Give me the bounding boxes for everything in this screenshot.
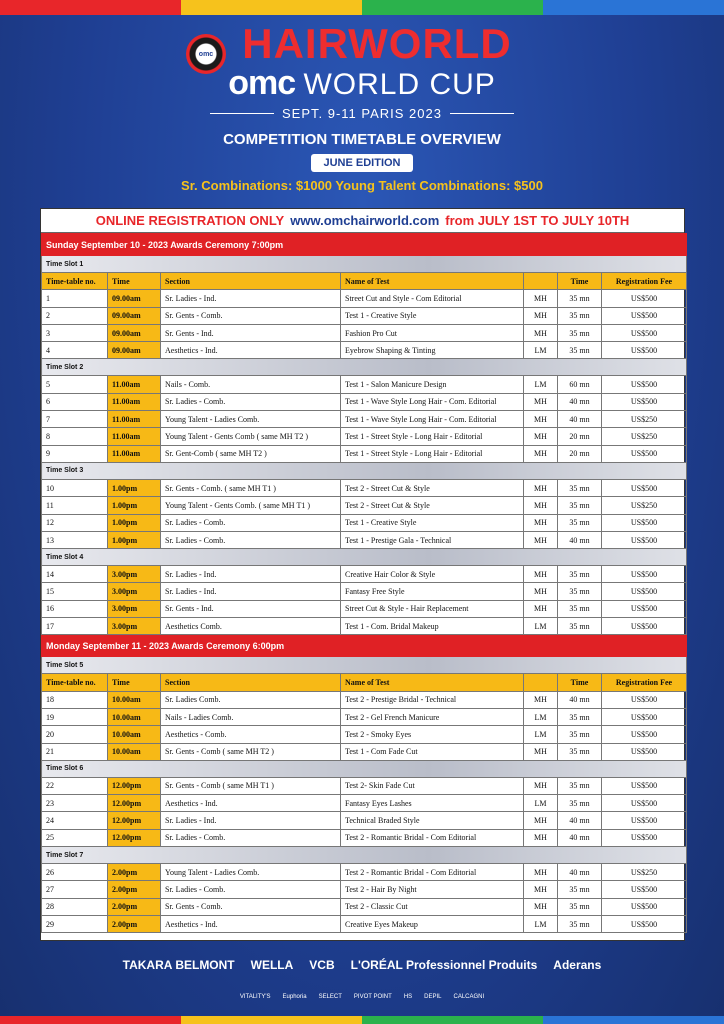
sponsor-logo-small: Euphoria <box>282 994 307 1000</box>
column-header: Time-table no. <box>42 273 108 290</box>
test-name-cell: Fantasy Free Style <box>341 583 524 600</box>
timetable-no: 2 <box>42 307 108 324</box>
test-name-cell: Test 1 - Creative Style <box>341 514 524 531</box>
test-name-cell: Test 2- Skin Fade Cut <box>341 777 524 794</box>
table-row <box>42 497 687 514</box>
fee-cell: US$500 <box>602 566 687 583</box>
mh-lm-cell: MH <box>524 898 558 915</box>
mh-lm-cell: MH <box>524 691 558 708</box>
timetable-no: 3 <box>42 324 108 341</box>
table-row <box>42 531 687 548</box>
test-name-cell: Test 2 - Prestige Bridal - Technical <box>341 691 524 708</box>
section-cell: Sr. Ladies - Ind. <box>161 566 341 583</box>
duration-cell: 35 mn <box>558 307 602 324</box>
test-name-cell: Test 1 - Com Fade Cut <box>341 743 524 760</box>
test-name-cell: Creative Eyes Makeup <box>341 915 524 932</box>
section-cell: Sr. Gents - Ind. <box>161 600 341 617</box>
fee-cell: US$500 <box>602 618 687 635</box>
fee-cell: US$500 <box>602 915 687 932</box>
column-header: Time <box>108 674 161 691</box>
table-row <box>42 342 687 359</box>
duration-cell: 35 mn <box>558 479 602 496</box>
timetable-no: 21 <box>42 743 108 760</box>
fee-cell: US$500 <box>602 829 687 846</box>
brand-title: HAIRWORLD <box>242 20 512 67</box>
duration-cell: 40 mn <box>558 411 602 428</box>
fee-cell: US$500 <box>602 479 687 496</box>
sponsor-logo-small: PIVOT POINT <box>353 994 392 1000</box>
table-row <box>42 583 687 600</box>
mh-lm-cell: MH <box>524 743 558 760</box>
time-slot-label: Time Slot 4 <box>42 549 687 566</box>
table-row <box>42 864 687 881</box>
duration-cell: 40 mn <box>558 829 602 846</box>
mh-lm-cell: MH <box>524 777 558 794</box>
timetable-no: 4 <box>42 342 108 359</box>
timetable-no: 27 <box>42 881 108 898</box>
time-cell: 12.00pm <box>108 812 161 829</box>
table-row <box>42 829 687 846</box>
sponsor-logo: Aderans <box>553 958 602 972</box>
time-cell: 11.00am <box>108 393 161 410</box>
mh-lm-cell: LM <box>524 342 558 359</box>
registration-prefix: ONLINE REGISTRATION ONLY <box>95 213 285 228</box>
test-name-cell: Fashion Pro Cut <box>341 324 524 341</box>
test-name-cell: Street Cut & Style - Hair Replacement <box>341 600 524 617</box>
duration-cell: 35 mn <box>558 324 602 341</box>
mh-lm-cell: MH <box>524 445 558 462</box>
table-row <box>42 514 687 531</box>
column-header: Name of Test <box>341 273 524 290</box>
fee-cell: US$500 <box>602 376 687 393</box>
column-header-row <box>42 273 687 290</box>
timetable-panel <box>40 208 685 941</box>
time-cell: 1.00pm <box>108 531 161 548</box>
fee-cell: US$500 <box>602 812 687 829</box>
combination-prices: Sr. Combinations: $1000 Young Talent Combinations: $500 <box>181 178 543 193</box>
sponsor-logo-small: CALCAGNI <box>453 994 485 1000</box>
duration-cell: 40 mn <box>558 393 602 410</box>
fee-cell: US$500 <box>602 445 687 462</box>
mh-lm-cell: MH <box>524 829 558 846</box>
column-header <box>524 674 558 691</box>
time-cell: 09.00am <box>108 307 161 324</box>
test-name-cell: Test 2 - Gel French Manicure <box>341 708 524 725</box>
day-title: Monday September 11 - 2023 Awards Ceremony 6:00pm <box>42 635 687 657</box>
day-header-row <box>42 635 687 657</box>
timetable-no: 1 <box>42 290 108 307</box>
table-row <box>42 812 687 829</box>
table-row <box>42 691 687 708</box>
column-header: Name of Test <box>341 674 524 691</box>
timetable-no: 10 <box>42 479 108 496</box>
section-cell: Aesthetics - Ind. <box>161 915 341 932</box>
fee-cell: US$500 <box>602 795 687 812</box>
section-cell: Sr. Gents - Comb ( same MH T1 ) <box>161 777 341 794</box>
test-name-cell: Test 1 - Com. Bridal Makeup <box>341 618 524 635</box>
section-cell: Young Talent - Gents Comb ( same MH T2 ) <box>161 428 341 445</box>
section-cell: Sr. Ladies - Ind. <box>161 583 341 600</box>
timetable-no: 6 <box>42 393 108 410</box>
time-cell: 09.00am <box>108 342 161 359</box>
sponsor-logo: VCB <box>309 958 335 972</box>
duration-cell: 35 mn <box>558 795 602 812</box>
time-slot-label: Time Slot 3 <box>42 462 687 479</box>
sponsor-logo: WELLA <box>250 958 294 972</box>
duration-cell: 35 mn <box>558 743 602 760</box>
section-cell: Young Talent - Gents Comb. ( same MH T1 ) <box>161 497 341 514</box>
time-cell: 11.00am <box>108 445 161 462</box>
time-cell: 2.00pm <box>108 881 161 898</box>
registration-dates: from JULY 1ST TO JULY 10TH <box>445 213 630 228</box>
table-row <box>42 881 687 898</box>
table-row <box>42 600 687 617</box>
time-cell: 11.00am <box>108 376 161 393</box>
fee-cell: US$500 <box>602 342 687 359</box>
duration-cell: 35 mn <box>558 898 602 915</box>
time-cell: 10.00am <box>108 708 161 725</box>
time-cell: 12.00pm <box>108 777 161 794</box>
column-header-row <box>42 674 687 691</box>
mh-lm-cell: MH <box>524 393 558 410</box>
table-row <box>42 445 687 462</box>
timetable-no: 25 <box>42 829 108 846</box>
table-row <box>42 708 687 725</box>
table-row <box>42 376 687 393</box>
test-name-cell: Test 2 - Classic Cut <box>341 898 524 915</box>
section-cell: Nails - Comb. <box>161 376 341 393</box>
duration-cell: 35 mn <box>558 497 602 514</box>
fee-cell: US$500 <box>602 531 687 548</box>
table-row <box>42 743 687 760</box>
mh-lm-cell: MH <box>524 531 558 548</box>
time-slot-row <box>42 549 687 566</box>
timetable-no: 9 <box>42 445 108 462</box>
fee-cell: US$500 <box>602 777 687 794</box>
event-dates-text: SEPT. 9-11 PARIS 2023 <box>282 106 442 121</box>
table-row <box>42 795 687 812</box>
test-name-cell: Eyebrow Shaping & Tinting <box>341 342 524 359</box>
section-cell: Sr. Ladies - Comb. <box>161 829 341 846</box>
test-name-cell: Test 1 - Creative Style <box>341 307 524 324</box>
section-cell: Sr. Ladies - Ind. <box>161 290 341 307</box>
duration-cell: 35 mn <box>558 618 602 635</box>
test-name-cell: Test 2 - Romantic Bridal - Com Editorial <box>341 864 524 881</box>
test-name-cell: Test 2 - Romantic Bridal - Com Editorial <box>341 829 524 846</box>
time-slot-row <box>42 462 687 479</box>
time-slot-label: Time Slot 2 <box>42 359 687 376</box>
mh-lm-cell: MH <box>524 812 558 829</box>
fee-cell: US$500 <box>602 726 687 743</box>
fee-cell: US$500 <box>602 691 687 708</box>
timetable-no: 12 <box>42 514 108 531</box>
column-header: Section <box>161 273 341 290</box>
column-header: Time <box>558 674 602 691</box>
registration-url[interactable]: www.omchairworld.com <box>290 213 440 228</box>
time-cell: 11.00am <box>108 411 161 428</box>
test-name-cell: Test 1 - Wave Style Long Hair - Com. Editorial <box>341 393 524 410</box>
mh-lm-cell: MH <box>524 566 558 583</box>
mh-lm-cell: MH <box>524 583 558 600</box>
mh-lm-cell: MH <box>524 307 558 324</box>
timetable-no: 16 <box>42 600 108 617</box>
fee-cell: US$500 <box>602 307 687 324</box>
table-row <box>42 726 687 743</box>
page-header <box>0 22 724 193</box>
duration-cell: 35 mn <box>558 881 602 898</box>
mh-lm-cell: LM <box>524 915 558 932</box>
section-cell: Sr. Ladies Comb. <box>161 691 341 708</box>
bottom-color-stripes <box>0 1016 724 1024</box>
time-slot-label: Time Slot 1 <box>42 256 687 273</box>
timetable-no: 24 <box>42 812 108 829</box>
omc-logo-text: omc <box>228 64 296 102</box>
column-header: Registration Fee <box>602 674 687 691</box>
duration-cell: 35 mn <box>558 777 602 794</box>
section-cell: Sr. Ladies - Ind. <box>161 812 341 829</box>
duration-cell: 35 mn <box>558 342 602 359</box>
section-cell: Sr. Gents - Comb ( same MH T2 ) <box>161 743 341 760</box>
sponsor-logo-small: HS <box>403 994 413 1000</box>
duration-cell: 35 mn <box>558 566 602 583</box>
timetable-no: 7 <box>42 411 108 428</box>
test-name-cell: Test 1 - Prestige Gala - Technical <box>341 531 524 548</box>
timetable-no: 18 <box>42 691 108 708</box>
table-row <box>42 428 687 445</box>
test-name-cell: Test 2 - Street Cut & Style <box>341 479 524 496</box>
time-cell: 11.00am <box>108 428 161 445</box>
duration-cell: 40 mn <box>558 864 602 881</box>
test-name-cell: Technical Braded Style <box>341 812 524 829</box>
fee-cell: US$250 <box>602 428 687 445</box>
fee-cell: US$500 <box>602 514 687 531</box>
time-cell: 12.00pm <box>108 829 161 846</box>
fee-cell: US$500 <box>602 708 687 725</box>
mh-lm-cell: MH <box>524 600 558 617</box>
duration-cell: 20 mn <box>558 445 602 462</box>
fee-cell: US$500 <box>602 600 687 617</box>
duration-cell: 35 mn <box>558 290 602 307</box>
test-name-cell: Test 1 - Street Style - Long Hair - Editorial <box>341 428 524 445</box>
time-cell: 1.00pm <box>108 479 161 496</box>
event-dates <box>0 106 724 121</box>
mh-lm-cell: MH <box>524 479 558 496</box>
test-name-cell: Test 2 - Smoky Eyes <box>341 726 524 743</box>
section-cell: Sr. Ladies - Comb. <box>161 531 341 548</box>
column-header: Time <box>108 273 161 290</box>
page-subtitle: COMPETITION TIMETABLE OVERVIEW <box>223 131 501 148</box>
test-name-cell: Test 1 - Salon Manicure Design <box>341 376 524 393</box>
test-name-cell: Street Cut and Style - Com Editorial <box>341 290 524 307</box>
test-name-cell: Test 2 - Hair By Night <box>341 881 524 898</box>
table-row <box>42 393 687 410</box>
mh-lm-cell: MH <box>524 497 558 514</box>
section-cell: Sr. Gents - Ind. <box>161 324 341 341</box>
duration-cell: 35 mn <box>558 583 602 600</box>
mh-lm-cell: MH <box>524 324 558 341</box>
omc-badge-logo: omc <box>186 34 226 74</box>
time-slot-row <box>42 657 687 674</box>
duration-cell: 35 mn <box>558 514 602 531</box>
section-cell: Aesthetics Comb. <box>161 618 341 635</box>
sponsor-logo-small: DEPIL <box>424 994 442 1000</box>
timetable-table <box>41 233 687 933</box>
fee-cell: US$500 <box>602 290 687 307</box>
timetable-no: 28 <box>42 898 108 915</box>
time-cell: 1.00pm <box>108 514 161 531</box>
section-cell: Young Talent - Ladies Comb. <box>161 411 341 428</box>
time-cell: 3.00pm <box>108 583 161 600</box>
duration-cell: 40 mn <box>558 691 602 708</box>
fee-cell: US$250 <box>602 864 687 881</box>
mh-lm-cell: MH <box>524 864 558 881</box>
edition-badge: JUNE EDITION <box>311 154 412 172</box>
column-header <box>524 273 558 290</box>
mh-lm-cell: MH <box>524 411 558 428</box>
sponsor-logo: L'ORÉAL Professionnel Produits <box>350 958 538 972</box>
fee-cell: US$500 <box>602 898 687 915</box>
test-name-cell: Test 1 - Street Style - Long Hair - Editorial <box>341 445 524 462</box>
fee-cell: US$500 <box>602 324 687 341</box>
time-slot-label: Time Slot 7 <box>42 847 687 864</box>
time-slot-label: Time Slot 5 <box>42 657 687 674</box>
time-cell: 2.00pm <box>108 898 161 915</box>
day-title: Sunday September 10 - 2023 Awards Ceremony 7:00pm <box>42 234 687 256</box>
time-slot-row <box>42 256 687 273</box>
time-cell: 1.00pm <box>108 497 161 514</box>
mh-lm-cell: MH <box>524 428 558 445</box>
fee-cell: US$250 <box>602 411 687 428</box>
timetable-no: 15 <box>42 583 108 600</box>
duration-cell: 40 mn <box>558 812 602 829</box>
section-cell: Sr. Ladies - Comb. <box>161 514 341 531</box>
world-cup-text: WORLD CUP <box>303 68 496 101</box>
section-cell: Sr. Ladies - Comb. <box>161 393 341 410</box>
fee-cell: US$500 <box>602 743 687 760</box>
duration-cell: 35 mn <box>558 600 602 617</box>
time-cell: 3.00pm <box>108 618 161 635</box>
time-slot-row <box>42 760 687 777</box>
time-cell: 10.00am <box>108 691 161 708</box>
table-row <box>42 777 687 794</box>
section-cell: Young Talent - Ladies Comb. <box>161 864 341 881</box>
time-cell: 2.00pm <box>108 915 161 932</box>
section-cell: Sr. Gents - Comb. <box>161 307 341 324</box>
time-cell: 3.00pm <box>108 566 161 583</box>
timetable-no: 5 <box>42 376 108 393</box>
mh-lm-cell: MH <box>524 290 558 307</box>
column-header: Registration Fee <box>602 273 687 290</box>
time-cell: 10.00am <box>108 743 161 760</box>
day-header-row <box>42 234 687 256</box>
sponsor-logo-small: SELECT <box>318 994 342 1000</box>
time-cell: 3.00pm <box>108 600 161 617</box>
timetable-no: 29 <box>42 915 108 932</box>
test-name-cell: Creative Hair Color & Style <box>341 566 524 583</box>
test-name-cell: Test 1 - Wave Style Long Hair - Com. Editorial <box>341 411 524 428</box>
timetable-no: 11 <box>42 497 108 514</box>
section-cell: Sr. Ladies - Comb. <box>161 881 341 898</box>
column-header: Section <box>161 674 341 691</box>
time-slot-label: Time Slot 6 <box>42 760 687 777</box>
mh-lm-cell: LM <box>524 726 558 743</box>
time-cell: 2.00pm <box>108 864 161 881</box>
fee-cell: US$500 <box>602 393 687 410</box>
table-row <box>42 307 687 324</box>
time-slot-row <box>42 847 687 864</box>
timetable-no: 20 <box>42 726 108 743</box>
section-cell: Aesthetics - Ind. <box>161 342 341 359</box>
fee-cell: US$500 <box>602 881 687 898</box>
column-header: Time-table no. <box>42 674 108 691</box>
duration-cell: 35 mn <box>558 726 602 743</box>
table-row <box>42 290 687 307</box>
time-cell: 10.00am <box>108 726 161 743</box>
section-cell: Aesthetics - Ind. <box>161 795 341 812</box>
mh-lm-cell: MH <box>524 881 558 898</box>
duration-cell: 35 mn <box>558 708 602 725</box>
duration-cell: 20 mn <box>558 428 602 445</box>
mh-lm-cell: LM <box>524 618 558 635</box>
table-row <box>42 324 687 341</box>
mh-lm-cell: LM <box>524 376 558 393</box>
fee-cell: US$250 <box>602 497 687 514</box>
timetable-no: 13 <box>42 531 108 548</box>
sponsor-logos <box>0 952 724 1004</box>
table-row <box>42 898 687 915</box>
fee-cell: US$500 <box>602 583 687 600</box>
mh-lm-cell: LM <box>524 795 558 812</box>
mh-lm-cell: LM <box>524 708 558 725</box>
duration-cell: 35 mn <box>558 915 602 932</box>
registration-banner <box>41 209 684 233</box>
timetable-no: 8 <box>42 428 108 445</box>
section-cell: Sr. Gents - Comb. <box>161 898 341 915</box>
timetable-no: 22 <box>42 777 108 794</box>
top-color-stripes <box>0 0 724 15</box>
sponsor-logo: TAKARA BELMONT <box>122 958 235 972</box>
table-row <box>42 411 687 428</box>
sponsor-logo-small: VITALITY'S <box>239 994 271 1000</box>
mh-lm-cell: MH <box>524 514 558 531</box>
table-row <box>42 618 687 635</box>
time-cell: 09.00am <box>108 290 161 307</box>
section-cell: Nails - Ladies Comb. <box>161 708 341 725</box>
world-cup-title <box>0 64 724 102</box>
time-slot-row <box>42 359 687 376</box>
time-cell: 09.00am <box>108 324 161 341</box>
section-cell: Sr. Gents - Comb. ( same MH T1 ) <box>161 479 341 496</box>
table-row <box>42 915 687 932</box>
table-row <box>42 566 687 583</box>
duration-cell: 60 mn <box>558 376 602 393</box>
time-cell: 12.00pm <box>108 795 161 812</box>
duration-cell: 40 mn <box>558 531 602 548</box>
section-cell: Aesthetics - Comb. <box>161 726 341 743</box>
table-row <box>42 479 687 496</box>
timetable-no: 14 <box>42 566 108 583</box>
test-name-cell: Fantasy Eyes Lashes <box>341 795 524 812</box>
timetable-no: 23 <box>42 795 108 812</box>
test-name-cell: Test 2 - Street Cut & Style <box>341 497 524 514</box>
column-header: Time <box>558 273 602 290</box>
timetable-no: 17 <box>42 618 108 635</box>
section-cell: Sr. Gent-Comb ( same MH T2 ) <box>161 445 341 462</box>
timetable-no: 26 <box>42 864 108 881</box>
timetable-no: 19 <box>42 708 108 725</box>
